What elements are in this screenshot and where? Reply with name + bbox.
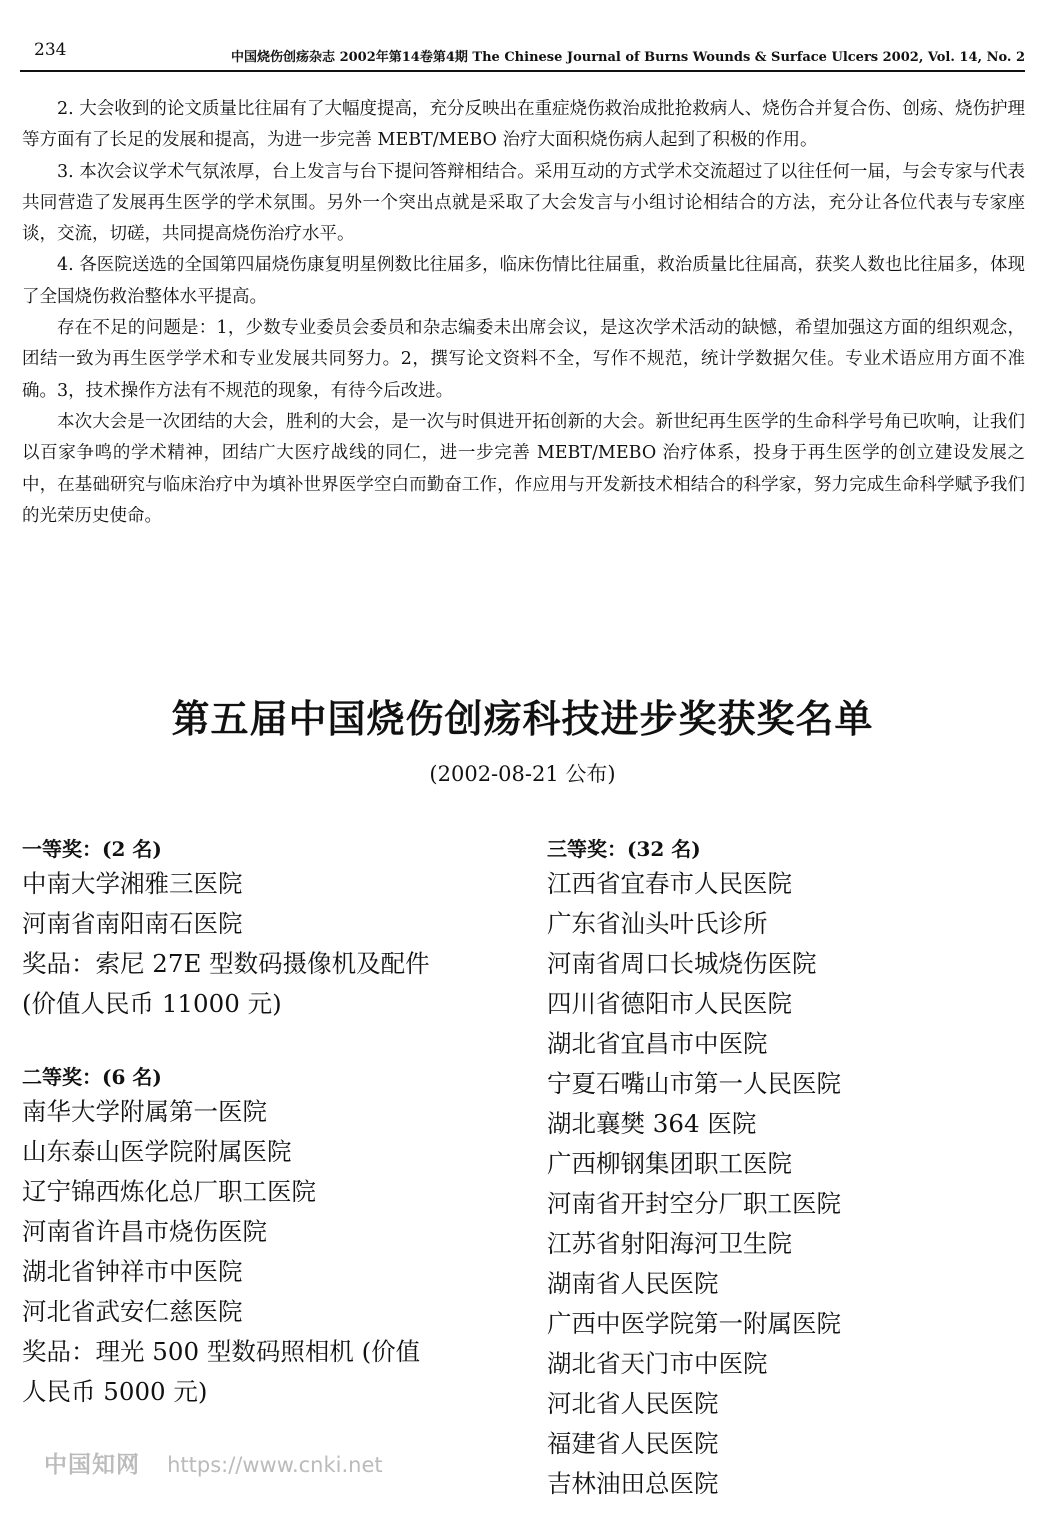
list-item: 江西省宜春市人民医院 bbox=[547, 869, 792, 898]
list-item: 湖南省人民医院 bbox=[547, 1269, 719, 1298]
list-item: 河南省许昌市烧伤医院 bbox=[22, 1217, 267, 1246]
list-item: 广西柳钢集团职工医院 bbox=[547, 1149, 792, 1178]
list-item: 辽宁锦西炼化总厂职工医院 bbox=[22, 1177, 316, 1206]
list-item: 湖北省钟祥市中医院 bbox=[22, 1257, 243, 1286]
left-column bbox=[22, 834, 522, 1412]
list-item: 河北省武安仁慈医院 bbox=[22, 1297, 243, 1326]
list-item: 奖品：索尼 27E 型数码摄像机及配件 bbox=[22, 949, 430, 978]
list-item: 江苏省射阳海河卫生院 bbox=[547, 1229, 792, 1258]
list-item: 广东省汕头叶氏诊所 bbox=[547, 909, 768, 938]
list-item: 湖北省天门市中医院 bbox=[547, 1349, 768, 1378]
article-body bbox=[22, 94, 1025, 532]
spacer bbox=[22, 1024, 522, 1062]
third-prize-heading: 三等奖：(32 名) bbox=[547, 837, 701, 861]
list-item: (价值人民币 11000 元) bbox=[22, 989, 282, 1018]
list-item: 湖北省宜昌市中医院 bbox=[547, 1029, 768, 1058]
cnki-watermark bbox=[44, 1446, 383, 1482]
second-prize-heading: 二等奖：(6 名) bbox=[22, 1065, 162, 1089]
list-item: 宁夏石嘴山市第一人民医院 bbox=[547, 1069, 841, 1098]
list-item: 吉林油田总医院 bbox=[547, 1469, 719, 1498]
list-item: 河南省开封空分厂职工医院 bbox=[547, 1189, 841, 1218]
watermark-url: https://www.cnki.net bbox=[167, 1453, 383, 1477]
list-item: 中南大学湘雅三医院 bbox=[22, 869, 243, 898]
watermark-name: 中国知网 bbox=[44, 1452, 140, 1478]
list-item: 湖北襄樊 364 医院 bbox=[547, 1109, 757, 1138]
list-item: 奖品：理光 500 型数码照相机 (价值 bbox=[22, 1337, 421, 1366]
list-item: 四川省德阳市人民医院 bbox=[547, 989, 792, 1018]
list-item: 人民币 5000 元) bbox=[22, 1377, 208, 1406]
right-column bbox=[547, 834, 1027, 1504]
journal-info: 中国烧伤创疡杂志 2002年第14卷第4期 The Chinese Journal of Burns Wounds & Surface Ulcers 2002, Vol. 14, No. 2 bbox=[231, 50, 1025, 65]
paragraph: 2. 大会收到的论文质量比往届有了大幅度提高，充分反映出在重症烧伤救治成批抢救病人、烧伤合并复合伤、创疡、烧伤护理等方面有了长足的发展和提高，为进一步完善 MEBT/MEBO 治疗大面积烧伤病人起到了积极的作用。 bbox=[22, 99, 1025, 151]
paragraph: 4. 各医院送选的全国第四届烧伤康复明星例数比往届多，临床伤情比往届重，救治质量比往届高，获奖人数也比往届多，体现了全国烧伤救治整体水平提高。 bbox=[22, 255, 1025, 307]
list-item: 河南省南阳南石医院 bbox=[22, 909, 243, 938]
list-item: 福建省人民医院 bbox=[547, 1429, 719, 1458]
paragraph: 存在不足的问题是：1，少数专业委员会委员和杂志编委未出席会议，是这次学术活动的缺憾，希望加强这方面的组织观念，团结一致为再生医学学术和专业发展共同努力。2，撰写论文资料不全，写作不规范，统计学数据欠佳。专业术语应用方面不准确。3，技术操作方法有不规范的现象，有待今后改进。 bbox=[22, 318, 1025, 401]
page-number: 234 bbox=[34, 40, 67, 60]
award-list-date: (2002-08-21 公布) bbox=[429, 762, 616, 786]
list-item: 南华大学附属第一医院 bbox=[22, 1097, 267, 1126]
list-item: 河北省人民医院 bbox=[547, 1389, 719, 1418]
list-item: 山东泰山医学院附属医院 bbox=[22, 1137, 292, 1166]
award-list-title: 第五届中国烧伤创疡科技进步奖获奖名单 bbox=[171, 697, 874, 741]
first-prize-heading: 一等奖：(2 名) bbox=[22, 837, 162, 861]
list-item: 河南省周口长城烧伤医院 bbox=[547, 949, 817, 978]
page-header bbox=[20, 40, 1025, 72]
list-item: 广西中医学院第一附属医院 bbox=[547, 1309, 841, 1338]
paragraph: 本次大会是一次团结的大会，胜利的大会，是一次与时俱进开拓创新的大会。新世纪再生医学的生命科学号角已吹响，让我们以百家争鸣的学术精神，团结广大医疗战线的同仁，进一步完善 MEBT/MEBO 治疗体系，投身于再生医学的创立建设发展之中，在基础研究与临床治疗中为填补世界医学空白而勤奋工作，作应用与开发新技术相结合的科学家，努力完成生命科学赋予我们的光荣历史使命。 bbox=[22, 411, 1025, 526]
paragraph: 3. 本次会议学术气氛浓厚，台上发言与台下提问答辩相结合。采用互动的方式学术交流超过了以往任何一届，与会专家与代表共同营造了发展再生医学的学术氛围。另外一个突出点就是采取了大会发言与小组讨论相结合的方法，充分让各位代表与专家座谈，交流，切磋，共同提高烧伤治疗水平。 bbox=[22, 161, 1025, 245]
